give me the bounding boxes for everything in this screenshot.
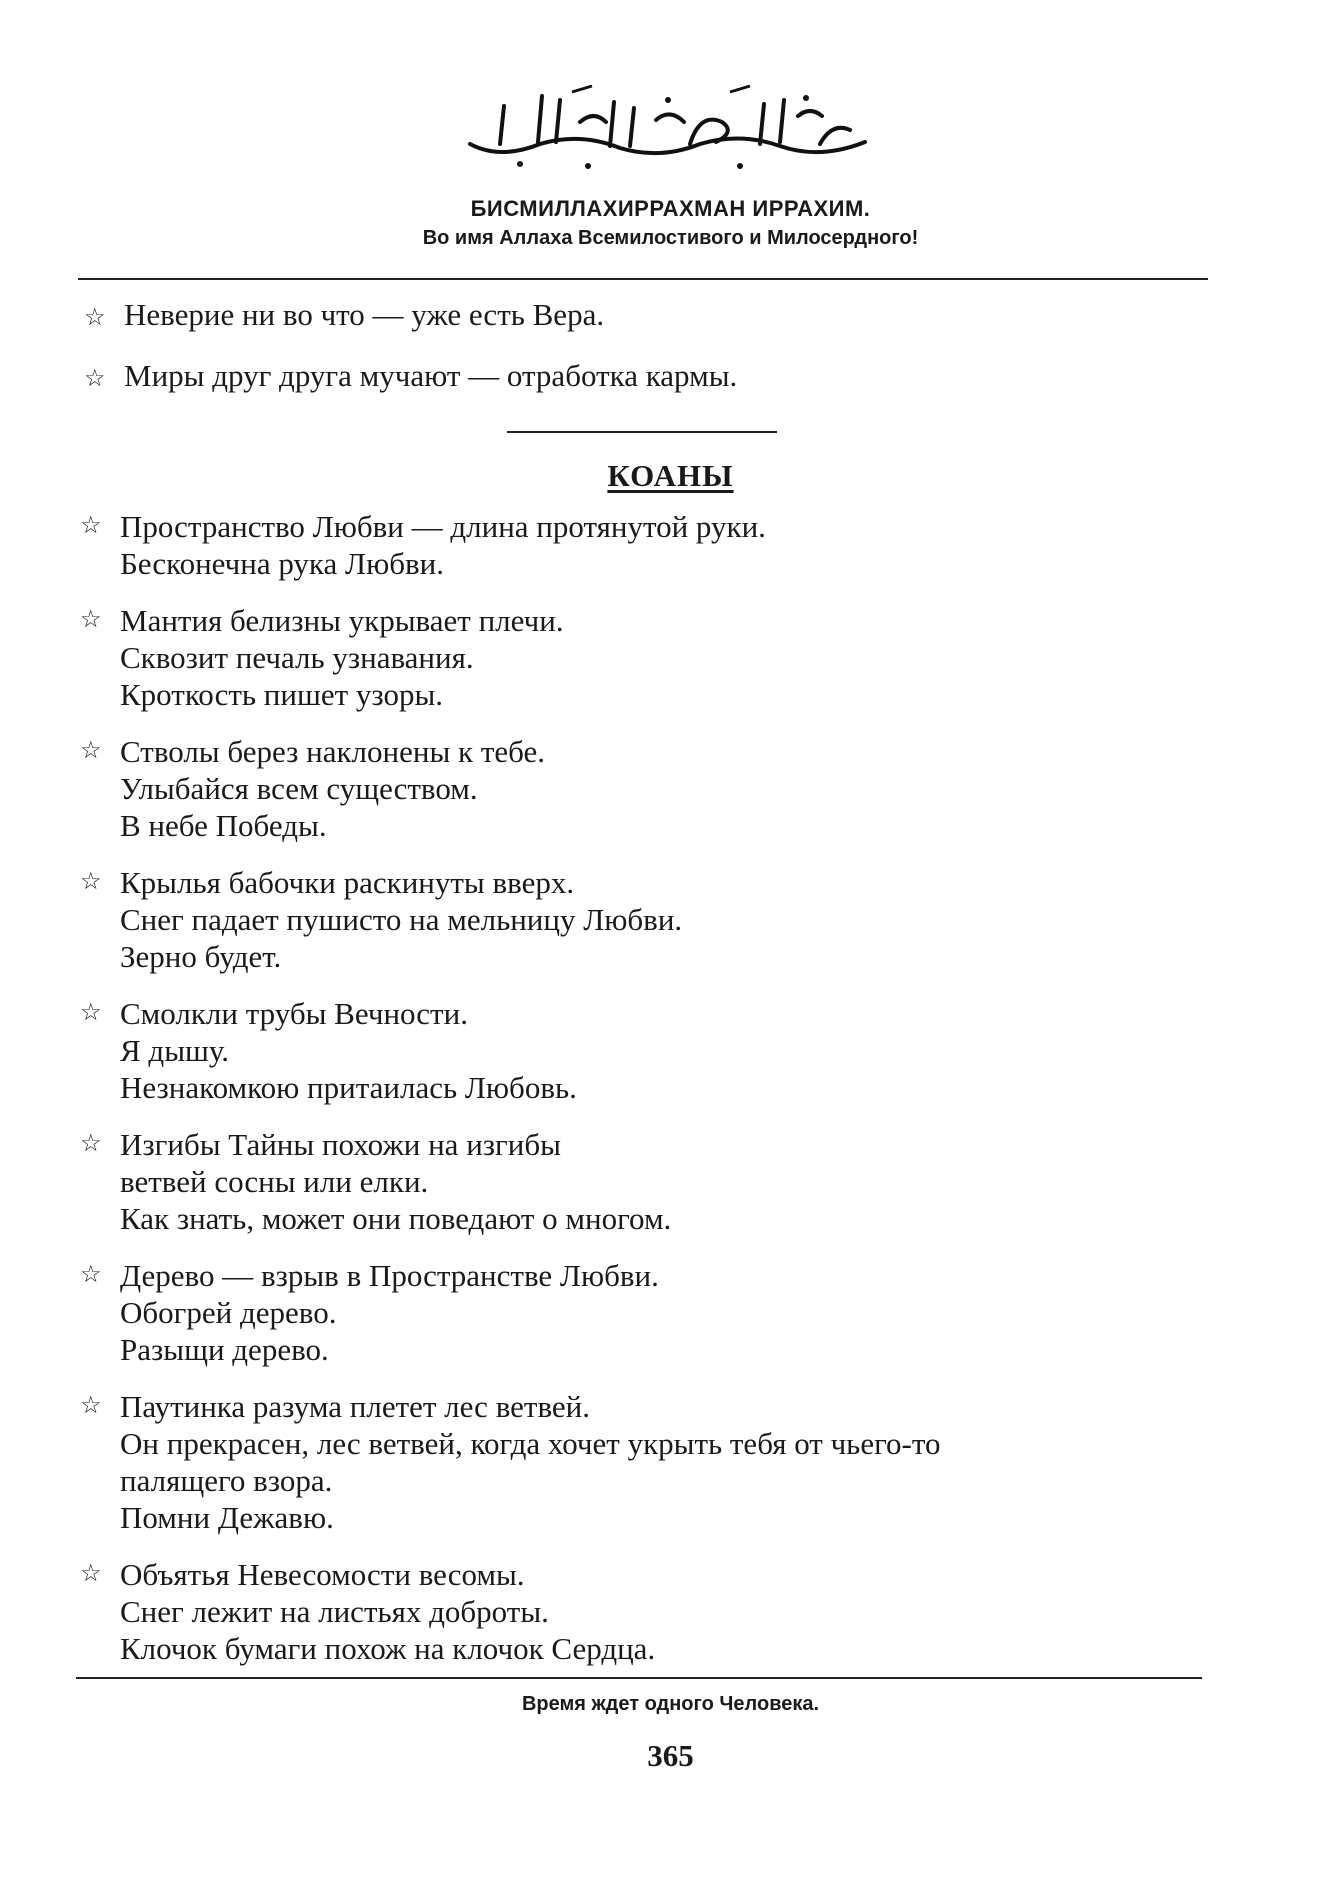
koan-line: Разыщи дерево. [120, 1332, 329, 1367]
page-number: 365 [647, 1738, 694, 1773]
koan-item [80, 864, 1210, 975]
koan-item [80, 733, 1210, 844]
koan-item [80, 602, 1210, 713]
list-item [84, 357, 1184, 398]
koan-item [80, 995, 1210, 1106]
koan-line: Изгибы Тайны похожи на изгибы [120, 1127, 561, 1162]
koan-line: Снег падает пушисто на мельницу Любви. [120, 902, 683, 937]
star-icon: ☆ [80, 607, 102, 633]
koan-item [80, 508, 1210, 582]
koan-item [80, 1257, 1210, 1368]
footer-divider [76, 1677, 1202, 1679]
star-icon: ☆ [80, 513, 102, 539]
koan-line: Объятья Невесомости весомы. [120, 1557, 525, 1592]
koan-line: Кроткость пишет узоры. [120, 677, 444, 712]
list-item-text: Миры друг друга мучают — отработка кармы. [124, 358, 738, 393]
star-icon: ☆ [80, 1262, 102, 1288]
star-icon: ☆ [80, 738, 102, 764]
koan-line: Мантия белизны укрывает плечи. [120, 603, 564, 638]
footer-text: Время ждет одного Человека. [521, 1693, 820, 1715]
koan-line: Снег лежит на листьях доброты. [120, 1594, 549, 1629]
koan-line: Улыбайся всем существом. [120, 771, 478, 806]
koan-line: Зерно будет. [120, 939, 282, 974]
koan-item [80, 1126, 1210, 1237]
header-divider [78, 278, 1208, 280]
koan-line: Стволы берез наклонены к тебе. [120, 734, 546, 769]
star-icon: ☆ [84, 366, 106, 392]
koan-line: Сквозит печаль узнавания. [120, 640, 474, 675]
star-icon: ☆ [84, 305, 106, 331]
koan-line: Клочок бумаги похож на клочок Сердца. [120, 1631, 656, 1666]
section-divider [507, 431, 777, 433]
koan-line: Как знать, может они поведают о многом. [120, 1201, 672, 1236]
koan-line: Помни Дежавю. [120, 1500, 334, 1535]
bismillah-calligraphy [460, 82, 880, 174]
header-title: БИСМИЛЛАХИРРАХМАН ИРРАХИМ. [470, 196, 871, 221]
koan-line: Он прекрасен, лес ветвей, когда хочет укрыть тебя от чьего-то [120, 1426, 941, 1461]
koan-line: Я дышу. [120, 1033, 230, 1068]
koan-item [80, 1388, 1210, 1536]
koan-line: Дерево — взрыв в Пространстве Любви. [120, 1258, 659, 1293]
koan-line: Обогрей дерево. [120, 1295, 337, 1330]
koan-line: Пространство Любви — длина протянутой руки. [120, 509, 766, 544]
star-icon: ☆ [80, 1131, 102, 1157]
header-subtitle: Во имя Аллаха Всемилостивого и Милосердного! [422, 227, 919, 249]
star-icon: ☆ [80, 869, 102, 895]
koan-line: палящего взора. [120, 1463, 333, 1498]
koan-line: Незнакомкою притаилась Любовь. [120, 1070, 577, 1105]
koan-list [80, 508, 1210, 1687]
star-icon: ☆ [80, 1000, 102, 1026]
koan-line: Крылья бабочки раскинуты вверх. [120, 865, 575, 900]
koan-line: Бесконечна рука Любви. [120, 546, 444, 581]
koan-line: Паутинка разума плетет лес ветвей. [120, 1389, 591, 1424]
koan-line: ветвей сосны или елки. [120, 1164, 429, 1199]
koan-line: Смолкли трубы Вечности. [120, 996, 468, 1031]
section-title: КОАНЫ [607, 458, 734, 493]
list-item-text: Неверие ни во что — уже есть Вера. [124, 297, 605, 332]
star-icon: ☆ [80, 1561, 102, 1587]
intro-list [84, 296, 1184, 418]
list-item [84, 296, 1184, 337]
star-icon: ☆ [80, 1393, 102, 1419]
koan-line: В небе Победы. [120, 808, 327, 843]
koan-item [80, 1556, 1210, 1667]
